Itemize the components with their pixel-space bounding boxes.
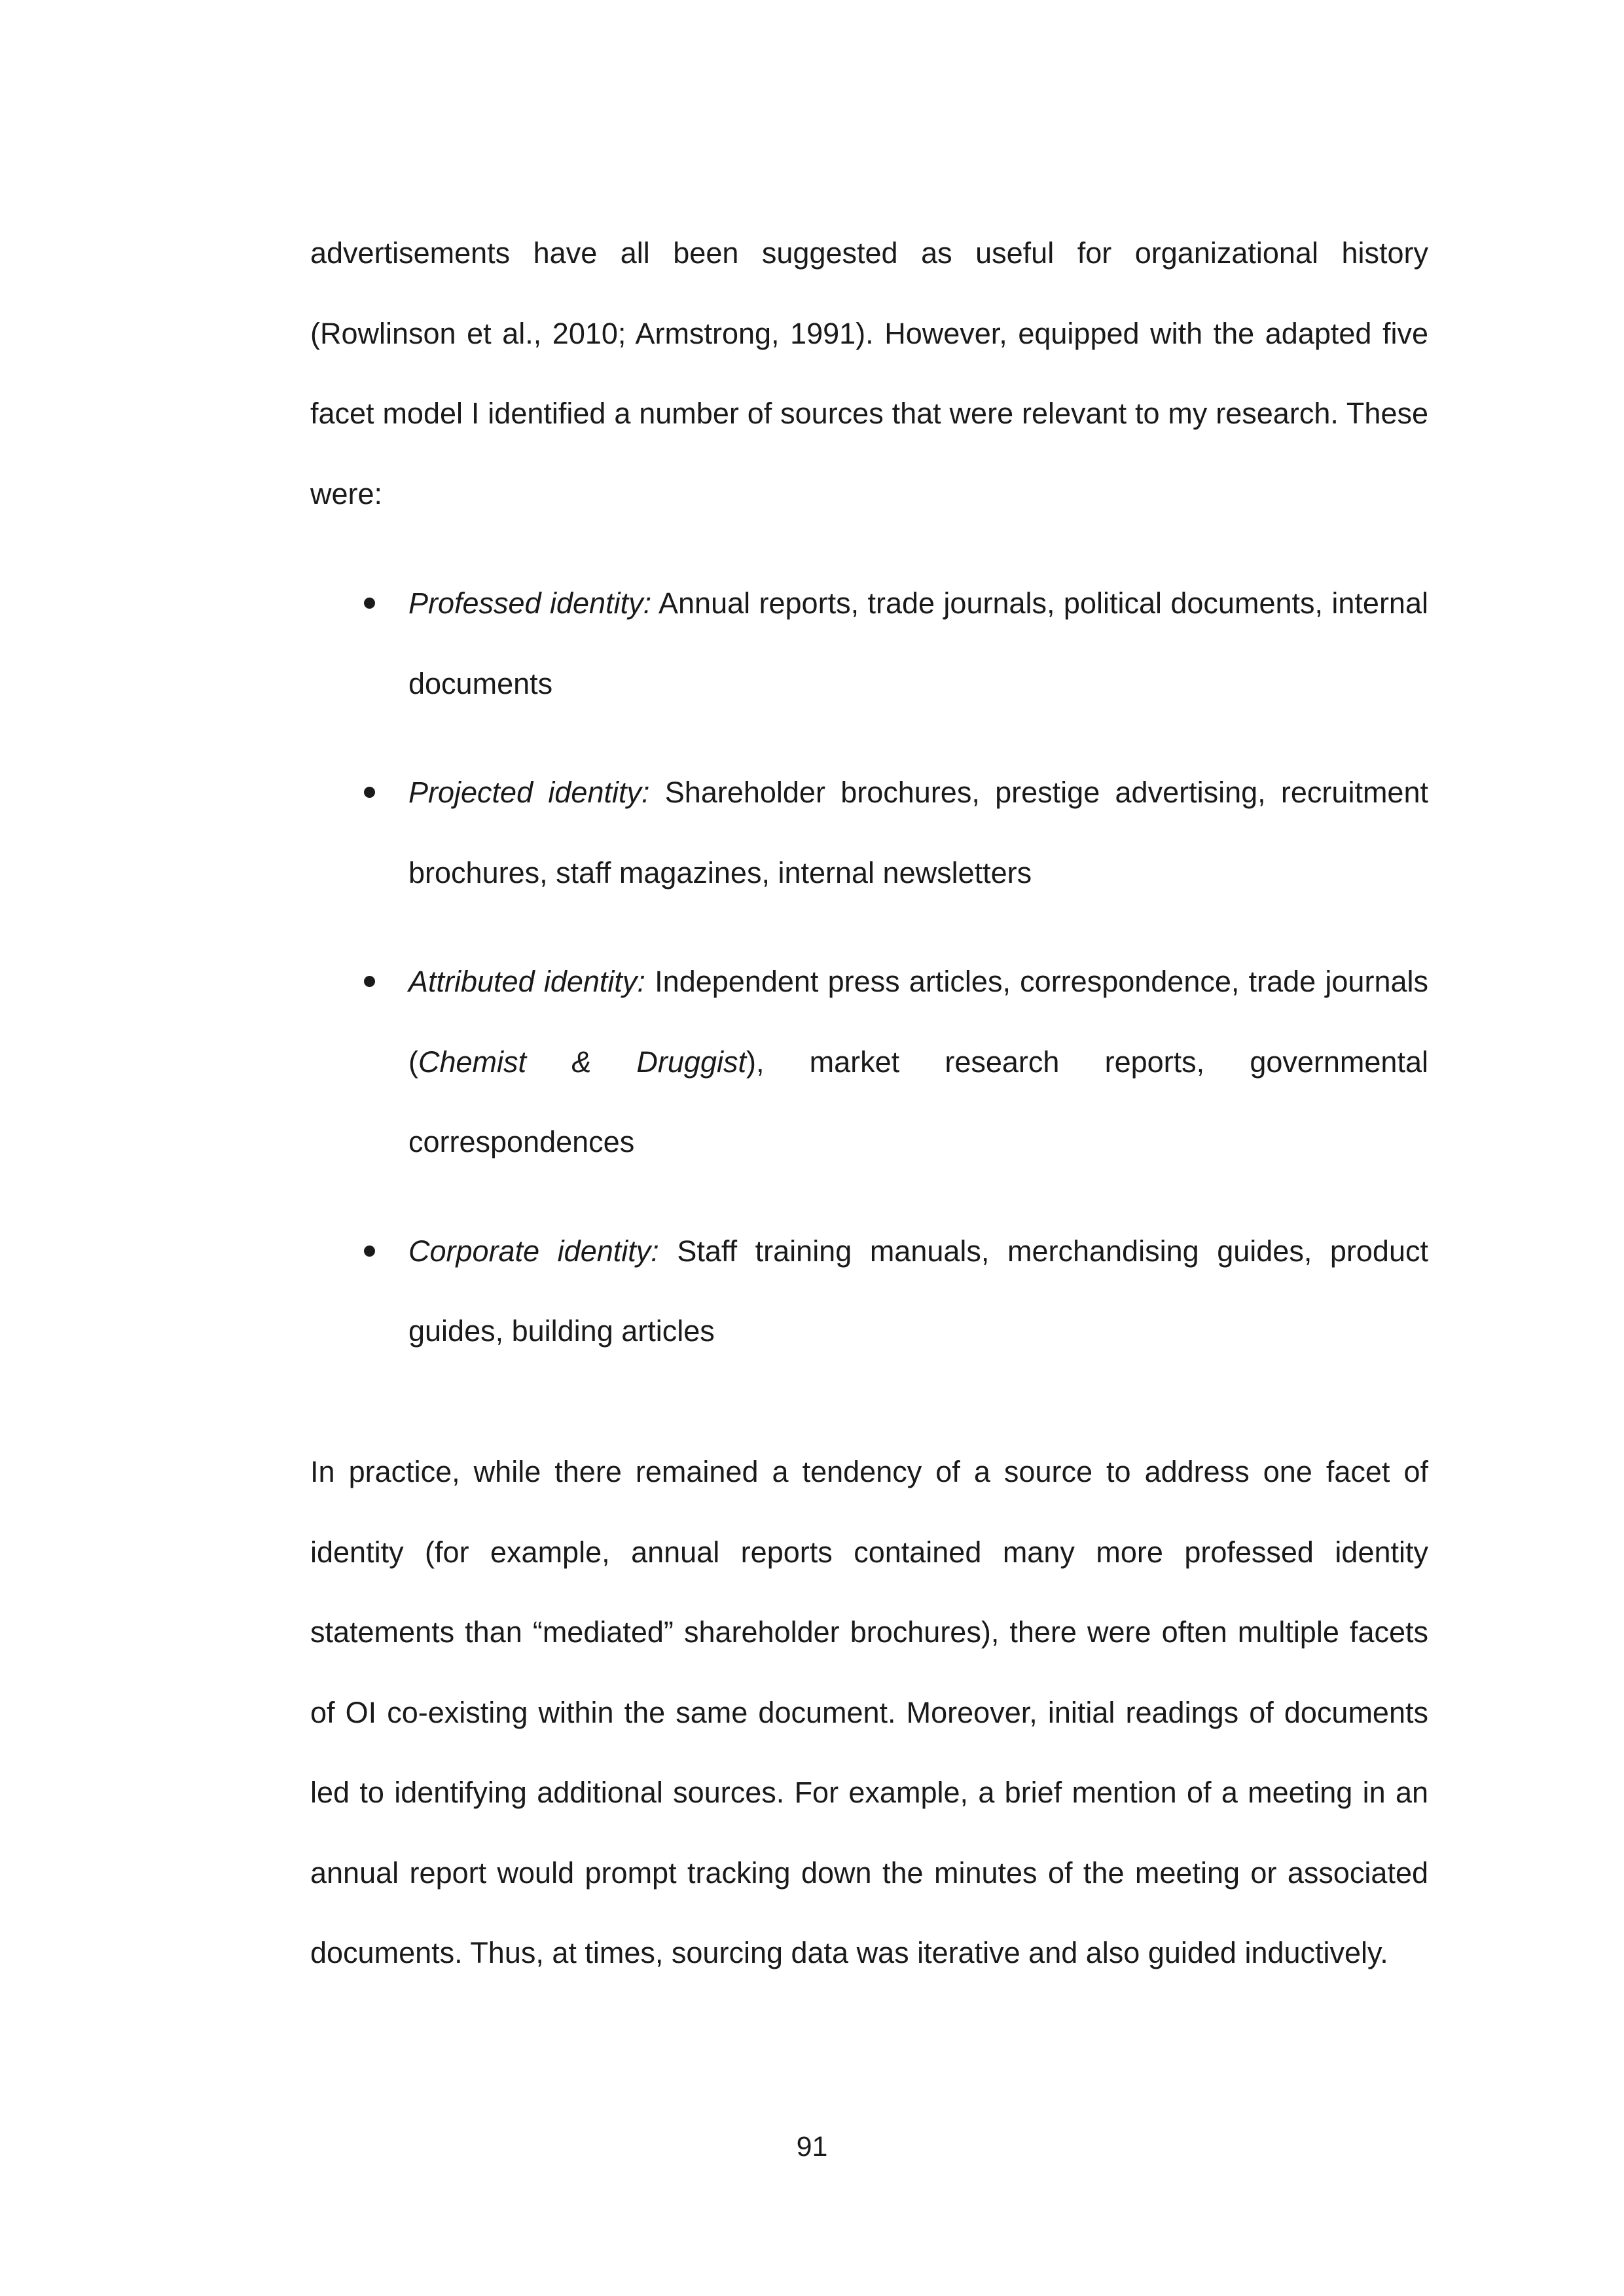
bullet-icon: [364, 787, 375, 798]
journal-title: Chemist & Druggist: [418, 1045, 746, 1079]
page-number: 91: [796, 2131, 828, 2162]
source-list: [310, 564, 1428, 1401]
intro-paragraph: advertisements have all been suggested as useful for organizational history (Rowlinson et al., 2010; Armstrong, 1991). However, equipped with the adapted five facet model I identified a number of sources that were relevant to my research. These were:: [310, 236, 1428, 511]
bullet-text: Staff training manuals, merchandising guides, product guides, building articles: [408, 1234, 1428, 1348]
bullet-text: Independent press articles, correspondence, trade journals (: [408, 965, 1429, 1079]
bullet-label: Projected identity:: [408, 776, 650, 809]
closing-paragraph: In practice, while there remained a tendency of a source to address one facet of identity (for example, annual reports contained many more professed identity statements than “mediated” shareholder brochures), there were often multiple facets of OI co-existing within the same document. Moreover, initial readings of documents led to identifying additional sources. For example, a brief mention of a meeting in an annual report would prompt tracking down the minutes of the meeting or associated documents. Thus, at times, sourcing data was iterative and also guided inductively.: [310, 1455, 1428, 1969]
bullet-icon: [364, 598, 375, 609]
bullet-icon: [364, 1246, 375, 1257]
list-item: [310, 942, 1428, 1183]
bullet-label: Professed identity:: [408, 586, 652, 620]
bullet-label: Attributed identity:: [408, 965, 645, 998]
bullet-icon: [364, 976, 375, 987]
list-item: [310, 564, 1428, 724]
bullet-text: Annual reports, trade journals, political documents, internal documents: [408, 586, 1428, 700]
list-item: [310, 1211, 1428, 1372]
bullet-text: Shareholder brochures, prestige advertising, recruitment brochures, staff magazines, internal newsletters: [408, 776, 1428, 889]
list-item: [310, 753, 1428, 913]
bullet-text: ), market research reports, governmental correspondences: [408, 1045, 1428, 1158]
bullet-label: Corporate identity:: [408, 1234, 659, 1268]
